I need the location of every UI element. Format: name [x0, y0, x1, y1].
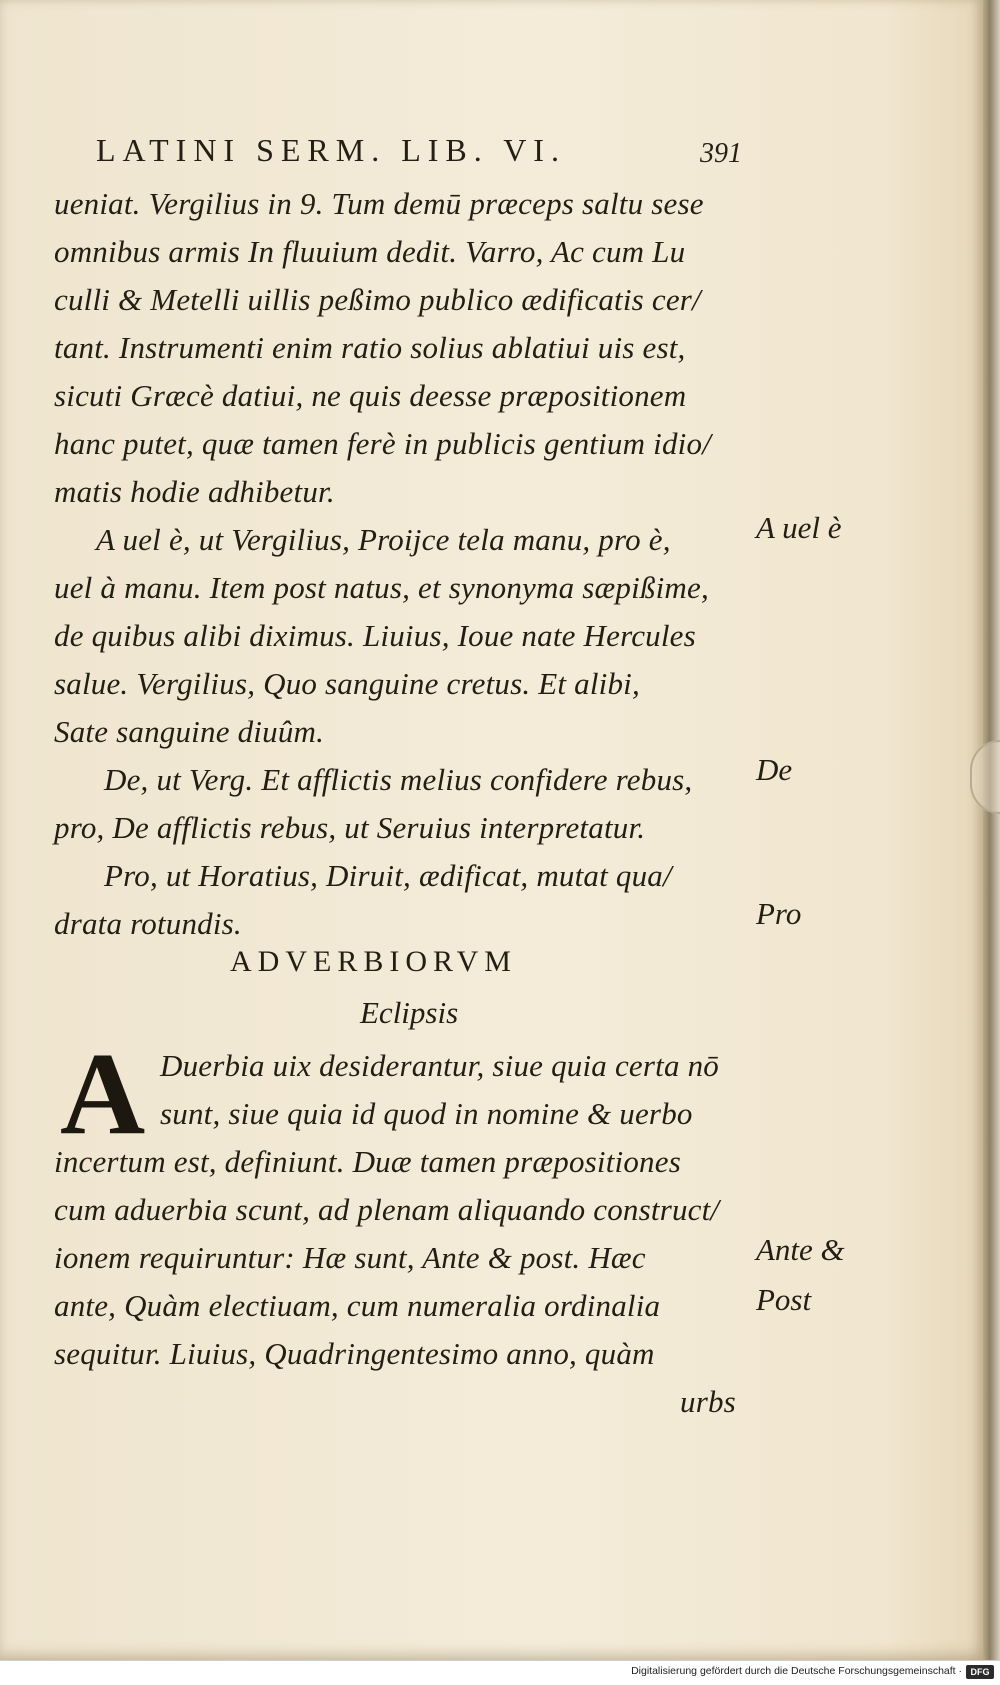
- text-line: Sate sanguine diuûm.: [54, 714, 325, 749]
- text-line: De, ut Verg. Et afflictis melius confidere rebus,: [104, 762, 693, 797]
- text-line: de quibus alibi diximus. Liuius, Ioue nate Hercules: [54, 618, 696, 653]
- text-line: sequitur. Liuius, Quadringentesimo anno, quàm: [54, 1336, 655, 1371]
- text-line: hanc putet, quæ tamen ferè in publicis gentium idio/: [54, 426, 712, 461]
- dfg-logo-icon: DFG: [966, 1665, 994, 1679]
- initial-letter: A: [60, 1028, 146, 1159]
- text-line: salue. Vergilius, Quo sanguine cretus. Et alibi,: [54, 666, 640, 701]
- text-line: culli & Metelli uillis peßimo publico ædificatis cer/: [54, 282, 701, 317]
- margin-note: Pro: [756, 896, 802, 931]
- text-line: Duerbia uix desiderantur, siue quia certa nō: [160, 1048, 719, 1083]
- text-line: pro, De afflictis rebus, ut Seruius interpretatur.: [54, 810, 646, 845]
- text-line: sunt, siue quia id quod in nomine & uerbo: [160, 1096, 693, 1131]
- margin-note: Post: [756, 1282, 812, 1317]
- text-line: drata rotundis.: [54, 906, 242, 941]
- text-line: ante, Quàm electiuam, cum numeralia ordinalia: [54, 1288, 661, 1323]
- text-line: ueniat. Vergilius in 9. Tum demū præceps saltu sese: [54, 186, 704, 221]
- book-edge: [983, 0, 1000, 1660]
- margin-note: Ante &: [756, 1232, 845, 1267]
- section-heading: ADVERBIORVM: [230, 945, 517, 978]
- text-line: A uel è, ut Vergilius, Proijce tela manu, pro è,: [96, 522, 671, 557]
- text-line: sicuti Græcè datiui, ne quis deesse præpositionem: [54, 378, 687, 413]
- text-line: tant. Instrumenti enim ratio solius ablatiui uis est,: [54, 330, 686, 365]
- text-line: ionem requiruntur: Hæ sunt, Ante & post. Hæc: [54, 1240, 646, 1275]
- margin-note: De: [756, 752, 793, 787]
- text-line: uel à manu. Item post natus, et synonyma sæpißime,: [54, 570, 709, 605]
- catchword: urbs: [680, 1384, 736, 1419]
- folio-number: 391: [700, 138, 742, 169]
- text-line: cum aduerbia scunt, ad plenam aliquando construct/: [54, 1192, 720, 1227]
- text-line: matis hodie adhibetur.: [54, 474, 335, 509]
- text-line: omnibus armis In fluuium dedit. Varro, Ac cum Lu: [54, 234, 686, 269]
- text-line: incertum est, definiunt. Duæ tamen præpositiones: [54, 1144, 681, 1179]
- footer-credit: Digitalisierung gefördert durch die Deutsche Forschungsgemeinschaft ·: [631, 1665, 962, 1677]
- footer-bar: [0, 1660, 1000, 1685]
- running-head: LATINI SERM. LIB. VI.: [96, 132, 566, 168]
- margin-note: A uel è: [756, 510, 842, 545]
- text-line: Pro, ut Horatius, Diruit, ædificat, mutat qua/: [104, 858, 672, 893]
- section-subheading: Eclipsis: [360, 995, 459, 1030]
